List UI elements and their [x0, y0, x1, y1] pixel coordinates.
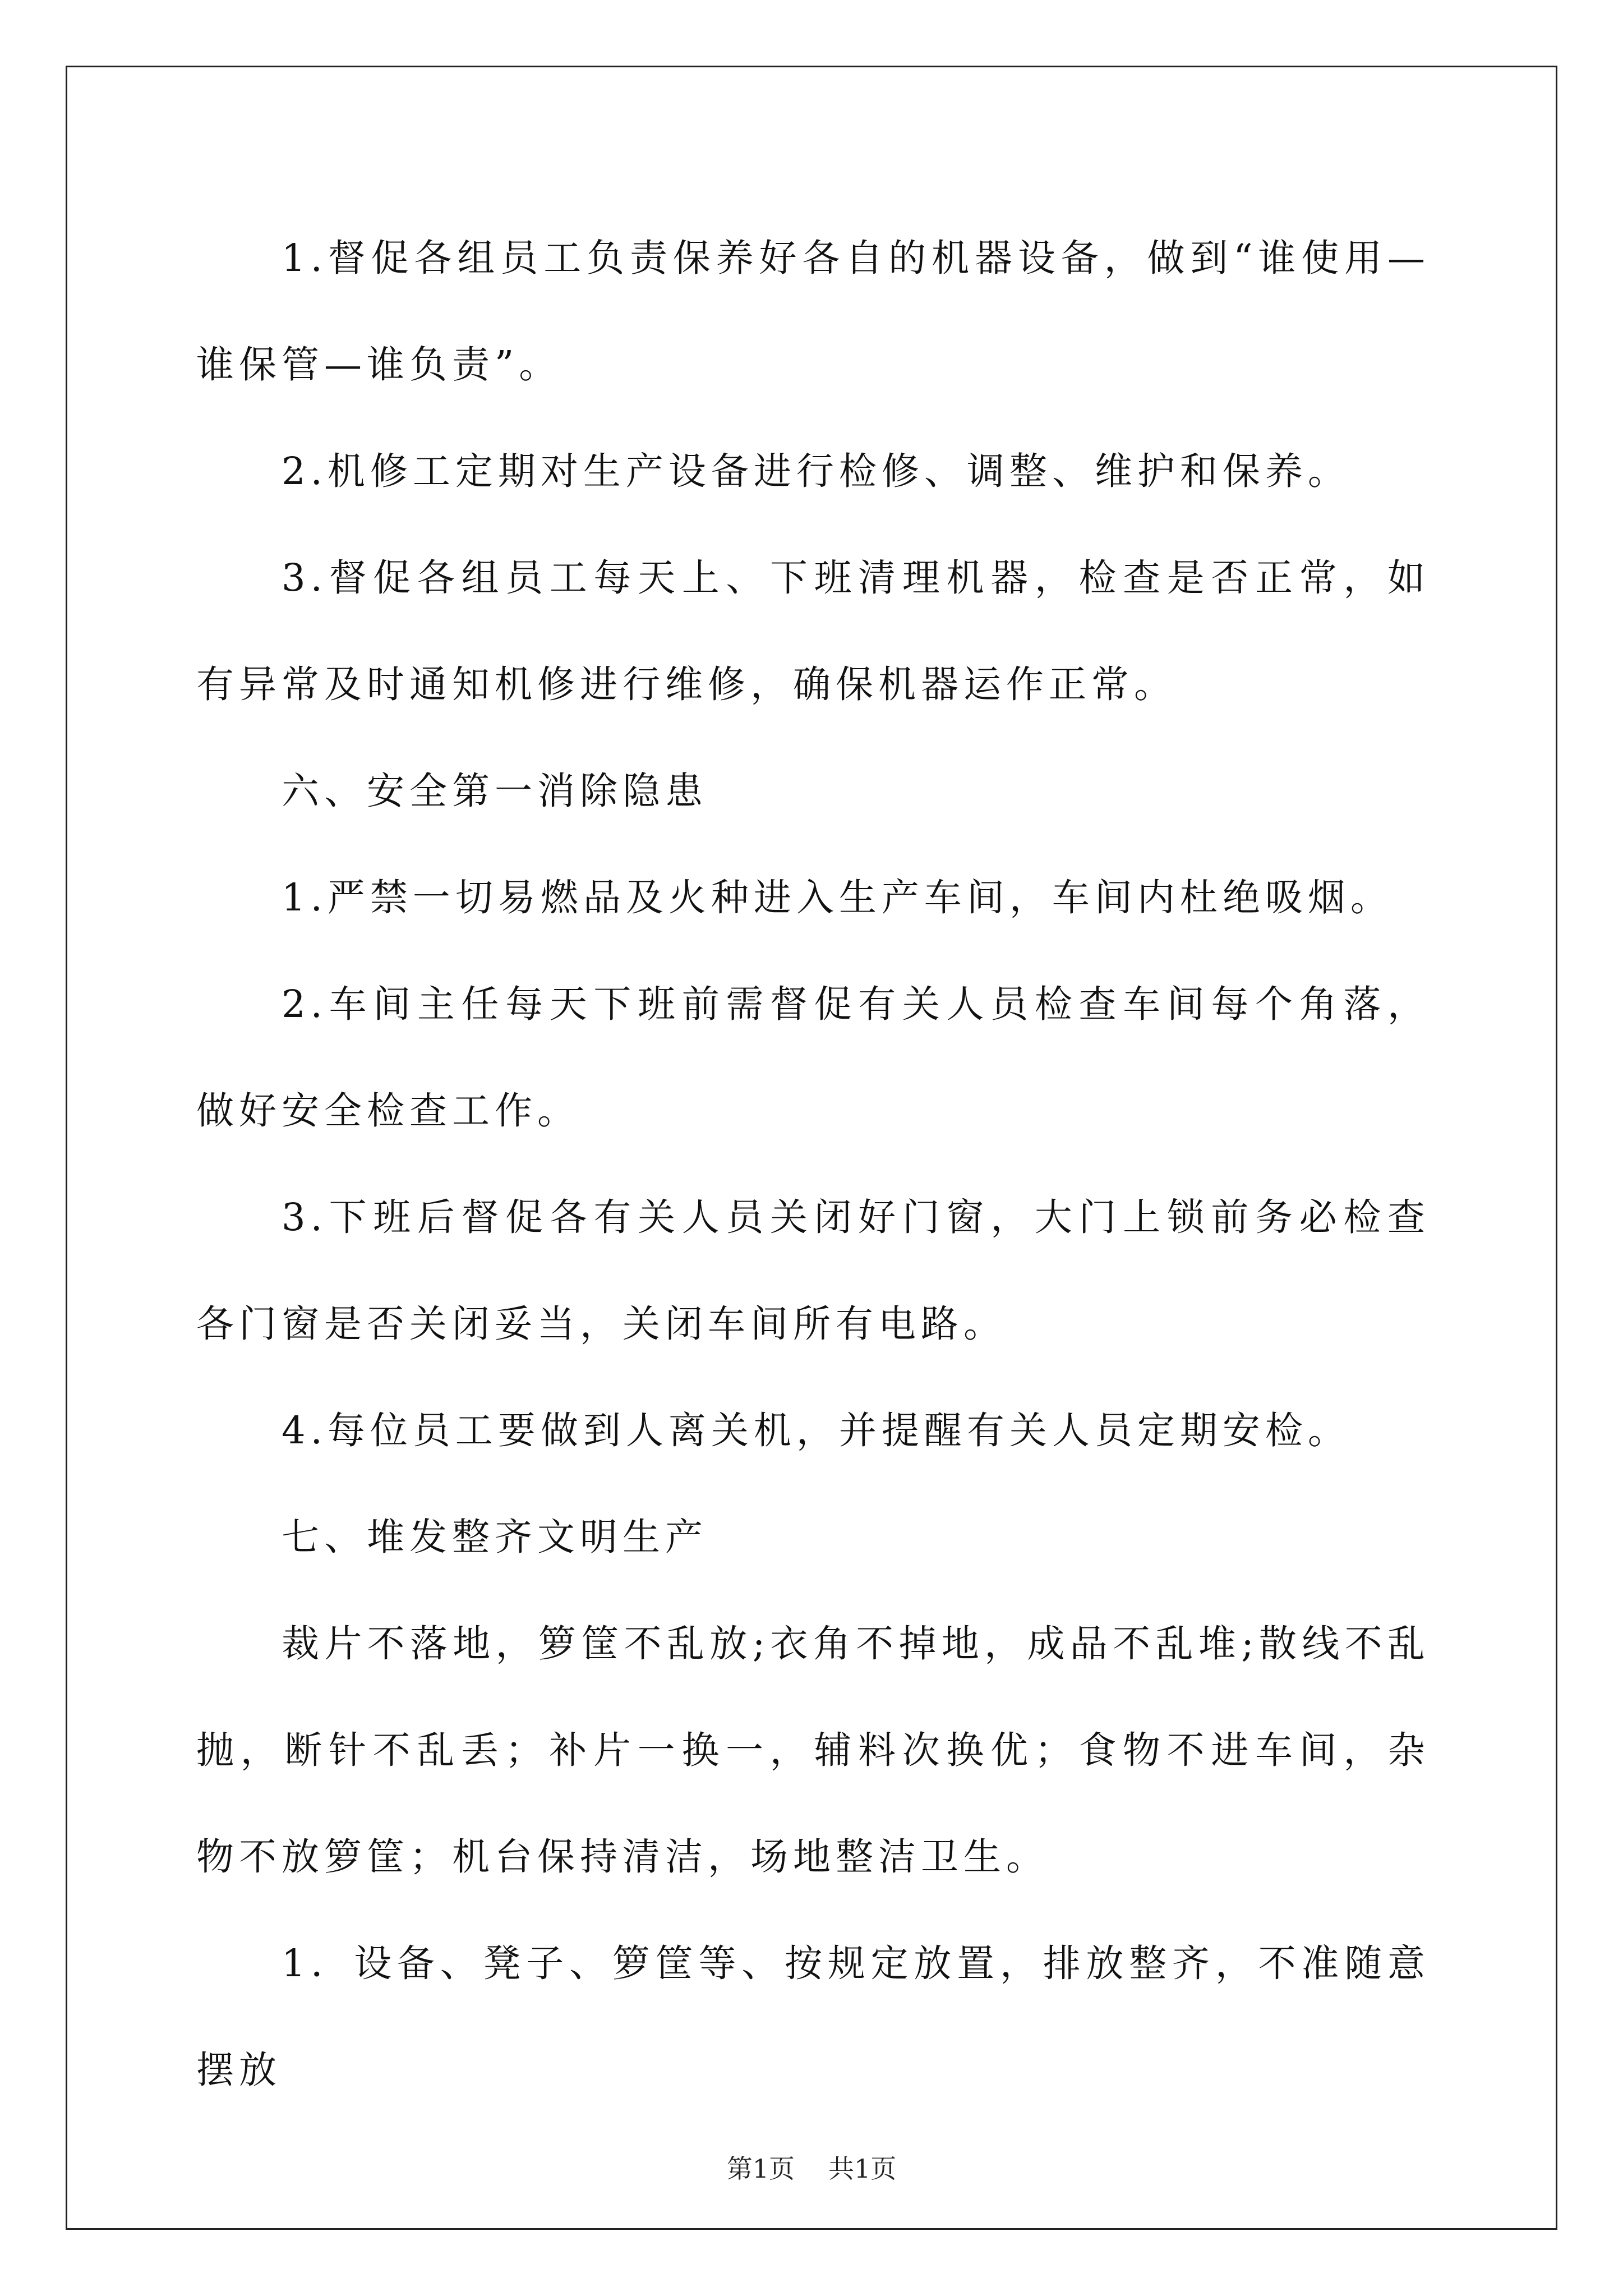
paragraph: 4.每位员工要做到人离关机，并提醒有关人员定期安检。 — [282, 1409, 1350, 1452]
paragraph: 1．设备、凳子、箩筐等、按规定放置，排放整齐，不准随意摆放 — [196, 1941, 1430, 2092]
paragraph: 3.下班后督促各有关人员关闭好门窗，大门上锁前务必检查各门窗是否关闭妥当，关闭车间所有电路。 — [196, 1195, 1430, 1346]
paragraph: 2.机修工定期对生产设备进行检修、调整、维护和保养。 — [282, 449, 1350, 493]
section-heading: 六、安全第一消除隐患 — [282, 769, 708, 813]
paragraph: 3.督促各组员工每天上、下班清理机器，检查是否正常，如有异常及时通知机修进行维修，确保机器运作正常。 — [196, 556, 1430, 706]
page-number: 第1页 — [726, 2154, 795, 2184]
paragraph: 裁片不落地，箩筐不乱放;衣角不掉地，成品不乱堆;散线不乱抛，断针不乱丢；补片一换一，辅料次换优；食物不进车间，杂物不放箩筐；机台保持清洁，场地整洁卫生。 — [196, 1622, 1430, 1879]
paragraph: 2.车间主任每天下班前需督促有关人员检查车间每个角落，做好安全检查工作。 — [196, 982, 1430, 1133]
section-heading: 七、堆发整齐文明生产 — [282, 1515, 708, 1559]
paragraph: 1.严禁一切易燃品及火种进入生产车间，车间内杜绝吸烟。 — [282, 876, 1393, 919]
page-total: 共1页 — [828, 2154, 897, 2184]
document-body — [196, 205, 1430, 2123]
page-footer — [0, 2148, 1623, 2185]
paragraph: 1.督促各组员工负责保养好各自的机器设备，做到“谁使用—谁保管—谁负责”。 — [196, 236, 1430, 386]
